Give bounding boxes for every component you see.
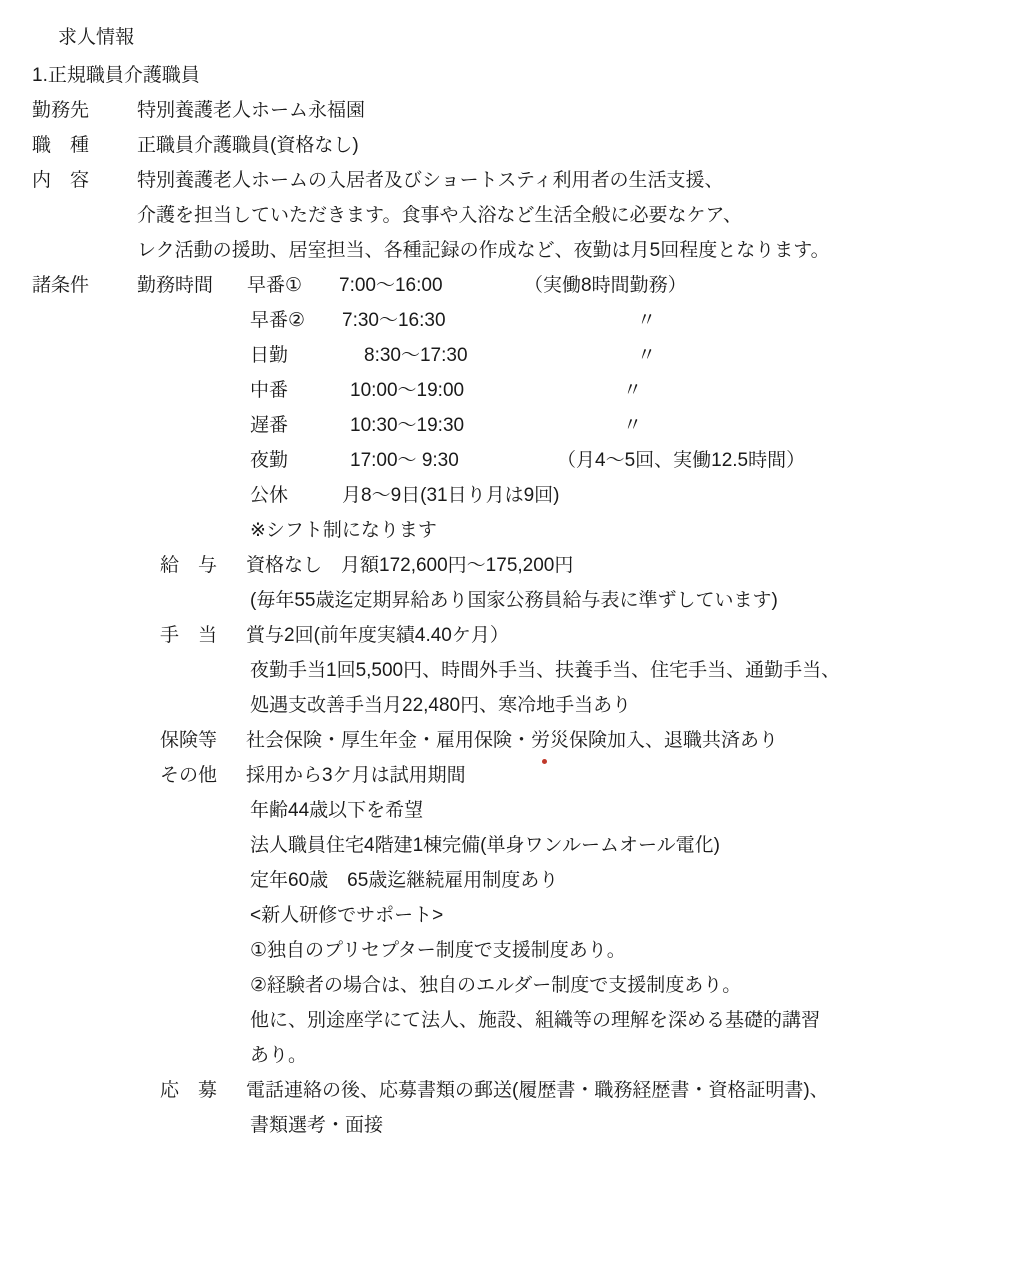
holiday-value: 月8〜9日(31日り月は9回): [342, 485, 560, 506]
section-heading: 1.正規職員介護職員: [32, 65, 200, 86]
shift-note: 〃: [623, 380, 643, 401]
jobtype-label: 職 種: [32, 135, 90, 156]
other-line-6: ①独自のプリセプター制度で支援制度あり。: [250, 940, 626, 961]
other-line-4: 定年60歳 65歳迄継続雇用制度あり: [250, 870, 559, 891]
shift-row: [250, 416, 1025, 435]
other-line-7: ②経験者の場合は、独自のエルダー制度で支援制度あり。: [250, 975, 742, 996]
shift-row: [250, 381, 1025, 400]
jobtype-row: [32, 136, 1025, 155]
shift-name: 日勤: [250, 345, 289, 366]
shift-time: 10:30〜19:30: [350, 415, 465, 436]
other-line-2: 年齢44歳以下を希望: [250, 800, 424, 821]
content-line-3: レク活動の援助、居室担当、各種記録の作成など、夜勤は月5回程度となります。: [137, 240, 830, 261]
shift-note: 〃: [637, 310, 657, 331]
shift-note: （実働8時間勤務）: [524, 275, 687, 296]
content-row: [32, 171, 1025, 190]
salary-value: 資格なし 月額172,600円〜175,200円: [246, 555, 574, 576]
shift-note: （月4〜5回、実働12.5時間）: [557, 450, 806, 471]
salary-label: 給 与: [160, 555, 218, 576]
shift-time: 8:30〜17:30: [364, 345, 468, 366]
allowance-line-3: 処遇支改善手当月22,480円、寒冷地手当あり: [250, 695, 632, 716]
salary-row: [160, 556, 1025, 575]
shift-row: [250, 311, 1025, 330]
shift-note: 〃: [637, 345, 657, 366]
shift-name: 夜勤: [250, 450, 289, 471]
workplace-value: 特別養護老人ホーム永福園: [137, 100, 366, 121]
other-label: その他: [160, 765, 218, 786]
holiday-label: 公休: [250, 485, 289, 506]
apply-row: [160, 1081, 1025, 1100]
shift-name: 早番①: [247, 275, 303, 296]
apply-line-2: 書類選考・面接: [250, 1115, 384, 1136]
allowance-label: 手 当: [160, 625, 218, 646]
conditions-label: 諸条件: [32, 275, 90, 296]
other-line-1: 採用から3ケ月は試用期間: [246, 765, 466, 786]
shift-name: 中番: [250, 380, 289, 401]
allowance-line-1: 賞与2回(前年度実績4.40ケ月）: [246, 625, 509, 646]
other-line-5: <新人研修でサポート>: [250, 905, 444, 926]
other-line-9: あり。: [250, 1045, 308, 1066]
content-line-2: 介護を担当していただきます。食事や入浴など生活全般に必要なケア、: [137, 205, 742, 226]
allowance-row: [160, 626, 1025, 645]
document-page: [0, 28, 1025, 1284]
shift-time: 7:30〜16:30: [342, 310, 446, 331]
page-title: 求人情報: [58, 27, 135, 48]
workplace-label: 勤務先: [32, 100, 90, 121]
other-row: [160, 766, 1025, 785]
insurance-value: 社会保険・厚生年金・雇用保険・労災保険加入、退職共済あり: [246, 730, 779, 751]
jobtype-value: 正職員介護職員(資格なし): [137, 135, 359, 156]
apply-line-1: 電話連絡の後、応募書類の郵送(履歴書・職務経歴書・資格証明書)、: [246, 1080, 829, 1101]
salary-note: (毎年55歳迄定期昇給あり国家公務員給与表に準ずしています): [250, 590, 778, 611]
shift-time: 10:00〜19:00: [350, 380, 465, 401]
shift-system-note: ※シフト制になります: [250, 520, 437, 541]
shift-row: [250, 451, 1025, 470]
insurance-label: 保険等: [160, 730, 218, 751]
shift-note: 〃: [623, 415, 643, 436]
insurance-row: [160, 731, 1025, 750]
other-line-8: 他に、別途座学にて法人、施設、組織等の理解を深める基礎的講習: [250, 1010, 821, 1031]
red-dot-marker: [542, 759, 547, 764]
worktime-label: 勤務時間: [137, 275, 214, 296]
conditions-worktime-row: [32, 276, 1025, 295]
shift-name: 早番②: [250, 310, 306, 331]
workplace-row: [32, 101, 1025, 120]
shift-time: 17:00〜 9:30: [350, 450, 459, 471]
holiday-row: [250, 486, 1025, 505]
content-label: 内 容: [32, 170, 90, 191]
shift-time: 7:00〜16:00: [339, 275, 443, 296]
shift-name: 遅番: [250, 415, 289, 436]
other-line-3: 法人職員住宅4階建1棟完備(単身ワンルームオール電化): [250, 835, 720, 856]
allowance-line-2: 夜勤手当1回5,500円、時間外手当、扶養手当、住宅手当、通勤手当、: [250, 660, 841, 681]
apply-label: 応 募: [160, 1080, 218, 1101]
content-line-1: 特別養護老人ホームの入居者及びショートスティ利用者の生活支援、: [137, 170, 724, 191]
shift-row: [250, 346, 1025, 365]
